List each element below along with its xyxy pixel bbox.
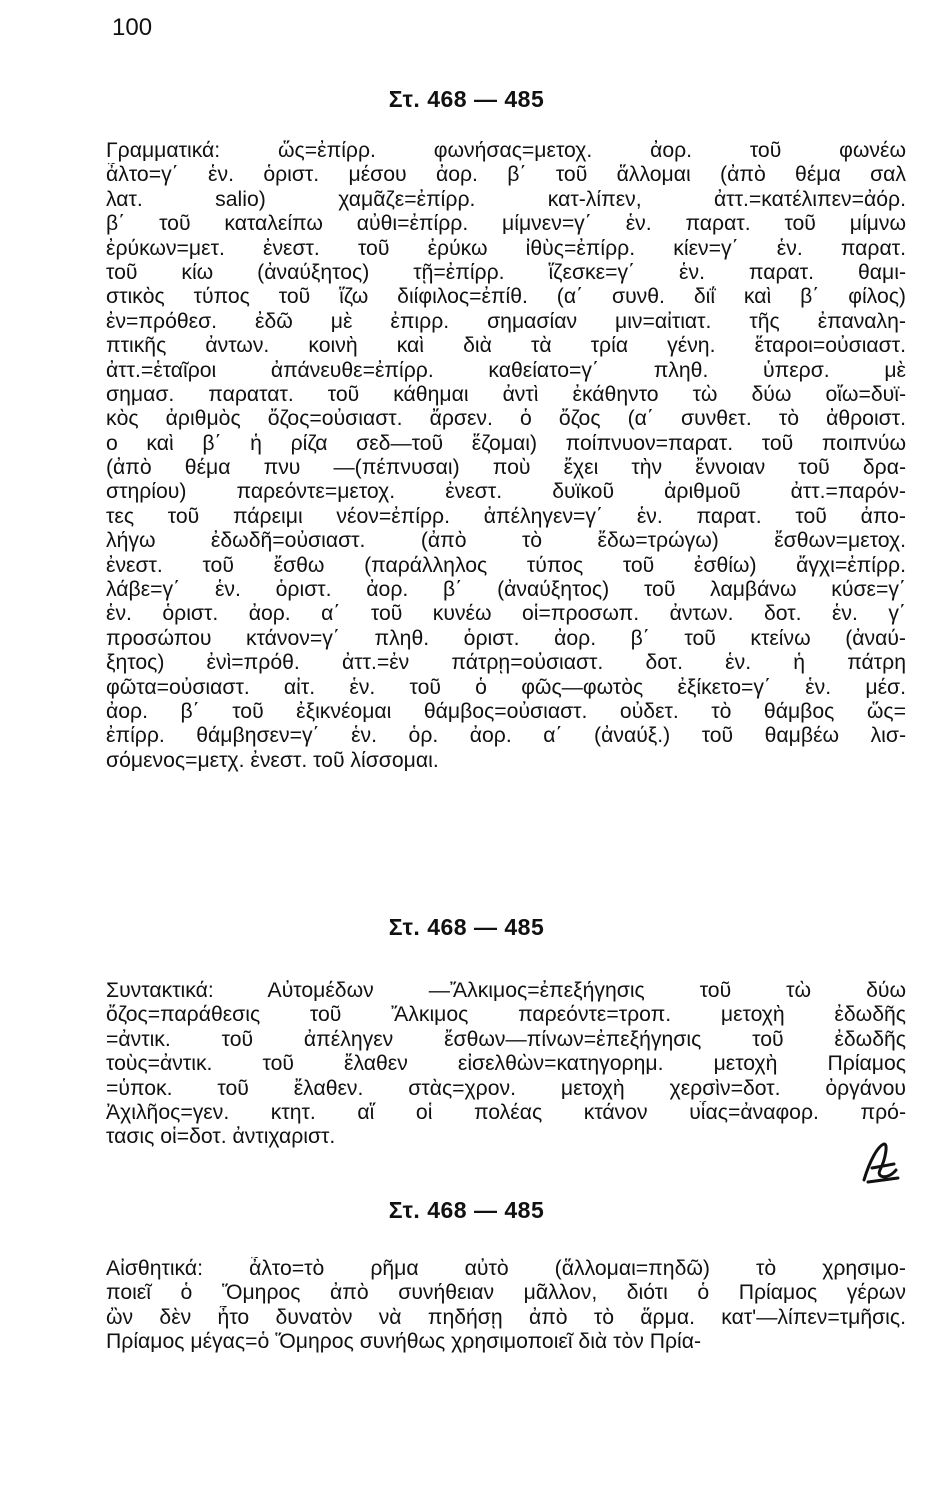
syntax-text-block <box>106 979 906 1150</box>
text-line: τοὺς=ἀντικ. τοῦ ἔλαθεν εἰσελθὼν=κατηγορημ. μετοχὴ Πρίαμος <box>106 1052 906 1076</box>
text-line: ο καὶ β΄ ἡ ρίζα σεδ—τοῦ ἕζομαι) ποίπνυον=παρατ. τοῦ ποιπνύω <box>106 431 906 455</box>
text-line: σόμενος=μετχ. ἐνεστ. τοῦ λίσσομαι. <box>106 748 439 772</box>
text-line: φῶτα=οὐσιαστ. αἰτ. ἑν. τοῦ ὁ φῶς—φωτὸς ἐξίκετο=γ΄ ἑν. μέσ. <box>106 675 906 699</box>
text-line: λήγω ἐδωδῆ=οὐσιαστ. (ἀπὸ τὸ ἔδω=τρώγω) ἔσθων=μετοχ. <box>106 529 906 553</box>
text-line: στηρίου) παρεόντε=μετοχ. ἐνεστ. δυϊκοῦ ἀριθμοῦ ἀττ.=παρόν- <box>106 480 906 504</box>
text-line: τασις οἱ=δοτ. ἀντιχαριστ. <box>106 1125 336 1149</box>
text-line: ἆλτο=γ΄ ἑν. ὁριστ. μέσου ἀορ. β΄ τοῦ ἅλλομαι (ἀπὸ θέμα σαλ <box>106 163 906 187</box>
page-number: 100 <box>112 14 153 41</box>
text-line: ἀορ. β΄ τοῦ ἐξικνέομαι θάμβος=οὐσιαστ. οὐδετ. τὸ θάμβος ὥς= <box>106 699 906 723</box>
section-heading: Στ. 468 — 485 <box>388 86 545 112</box>
text-line: ἐν=πρόθεσ. ἐδῶ μὲ ἐπιρρ. σημασίαν μιν=αἰτιατ. τῆς ἐπαναλη- <box>106 309 906 333</box>
text-line: ἐρύκων=μετ. ἐνεστ. τοῦ ἐρύκω ἰθὺς=ἐπίρρ. κίεν=γ΄ ἑν. παρατ. <box>106 236 906 260</box>
text-line: Πρίαμος μέγας=ὁ Ὅμηρος συνήθως χρησιμοποιεῖ διὰ τὸν Πρία- <box>106 1330 702 1354</box>
text-line: Αἰσθητικά: ἆλτο=τὸ ρῆμα αὐτὸ (ἅλλομαι=πηδῶ) τὸ χρησιμο- <box>106 1257 906 1280</box>
handwritten-signature-mark <box>858 1140 902 1186</box>
section-heading: Στ. 468 — 485 <box>388 914 545 940</box>
text-line: =ὑποκ. τοῦ ἔλαθεν. στὰς=χρον. μετοχὴ χερσὶν=δοτ. ὀργάνου <box>106 1076 906 1100</box>
text-line: ἐπίρρ. θάμβησεν=γ΄ ἑν. ὁρ. ἀορ. α΄ (ἀναύξ.) τοῦ θαμβέω λισ- <box>106 724 906 748</box>
text-line: β΄ τοῦ καταλείπω αὐθι=ἐπίρρ. μίμνεν=γ΄ ἑν. παρατ. τοῦ μίμνω <box>106 212 906 236</box>
text-line: =ἀντικ. τοῦ ἀπέληγεν ἔσθων—πίνων=ἐπεξήγησις τοῦ ἐδωδῆς <box>106 1027 906 1051</box>
text-line: ἐνεστ. τοῦ ἔσθω (παράλληλος τύπος τοῦ ἐσθίω) ἄγχι=ἐπίρρ. <box>106 553 906 577</box>
text-line: πτικῆς ἀντων. κοινὴ καὶ διὰ τὰ τρία γένη. ἕταροι=οὐσιαστ. <box>106 334 906 358</box>
text-line: τες τοῦ πάρειμι νέον=ἐπίρρ. ἀπέληγεν=γ΄ ἑν. παρατ. τοῦ ἀπο- <box>106 504 906 528</box>
text-line: (ἀπὸ θέμα πνυ —(πέπνυσαι) ποὺ ἔχει τὴν ἔννοιαν τοῦ δρα- <box>106 456 906 480</box>
text-line: ξητος) ἐνὶ=πρόθ. ἀττ.=ἐν πάτρῃ=οὐσιαστ. δοτ. ἑν. ἡ πάτρη <box>106 651 906 675</box>
text-line: ὄζος=παράθεσις τοῦ Ἄλκιμος παρεόντε=τροπ. μετοχὴ ἐδωδῆς <box>106 1003 906 1027</box>
text-line: ὢν δὲν ἦτο δυνατὸν νὰ πηδήσῃ ἀπὸ τὸ ἅρμα. κατ'—λίπεν=τμῆσις. <box>106 1305 906 1329</box>
section-heading: Στ. 468 — 485 <box>388 1197 545 1223</box>
text-line: λατ. salio) χαμᾶζε=ἐπίρρ. κατ-λίπεν, ἀττ.=κατέλιπεν=ἀόρ. <box>106 187 906 211</box>
text-line: τοῦ κίω (ἀναύξητος) τῇ=ἐπίρρ. ἵζεσκε=γ΄ ἑν. παρατ. θαμι- <box>106 260 906 284</box>
text-line: στικὸς τύπος τοῦ ἵζω διίφιλος=ἐπίθ. (α΄ συνθ. διΐ καὶ β΄ φίλος) <box>106 285 906 309</box>
text-line: ἑν. ὁριστ. ἀορ. α΄ τοῦ κυνέω οἱ=προσωπ. ἀντων. δοτ. ἑν. γ΄ <box>106 602 906 626</box>
grammar-text-block <box>106 139 906 773</box>
text-line: ποιεῖ ὁ Ὅμηρος ἀπὸ συνήθειαν μᾶλλον, διότι ὁ Πρίαμος γέρων <box>106 1281 906 1305</box>
text-line: Γραμματικά: ὥς=ἐπίρρ. φωνήσας=μετοχ. ἀορ. τοῦ φωνέω <box>106 139 906 162</box>
text-line: κὸς ἀριθμὸς ὄζος=οὐσιαστ. ἄρσεν. ὁ ὄζος (α΄ συνθετ. τὸ ἀθροιστ. <box>106 407 906 431</box>
text-line: λάβε=γ΄ ἑν. ὁριστ. ἀορ. β΄ (ἀναύξητος) τοῦ λαμβάνω κύσε=γ΄ <box>106 578 906 602</box>
text-line: ἀττ.=ἑταῖροι ἀπάνευθε=ἐπίρρ. καθείατο=γ΄ πληθ. ὑπερσ. μὲ <box>106 358 906 382</box>
text-line: σημασ. παρατατ. τοῦ κάθημαι ἀντὶ ἐκάθηντο τὼ δύω οἴω=δυϊ- <box>106 382 906 406</box>
text-line: Ἀχιλῆος=γεν. κτητ. αἵ οἱ πολέας κτάνον υἷας=ἀναφορ. πρό- <box>106 1100 906 1124</box>
text-line: προσώπου κτάνον=γ΄ πληθ. ὁριστ. ἀορ. β΄ τοῦ κτείνω (ἀναύ- <box>106 626 906 650</box>
aesthetic-text-block <box>106 1257 906 1355</box>
text-line: Συντακτικά: Αὐτομέδων —Ἄλκιμος=ἐπεξήγησις τοῦ τὼ δύω <box>106 979 906 1002</box>
